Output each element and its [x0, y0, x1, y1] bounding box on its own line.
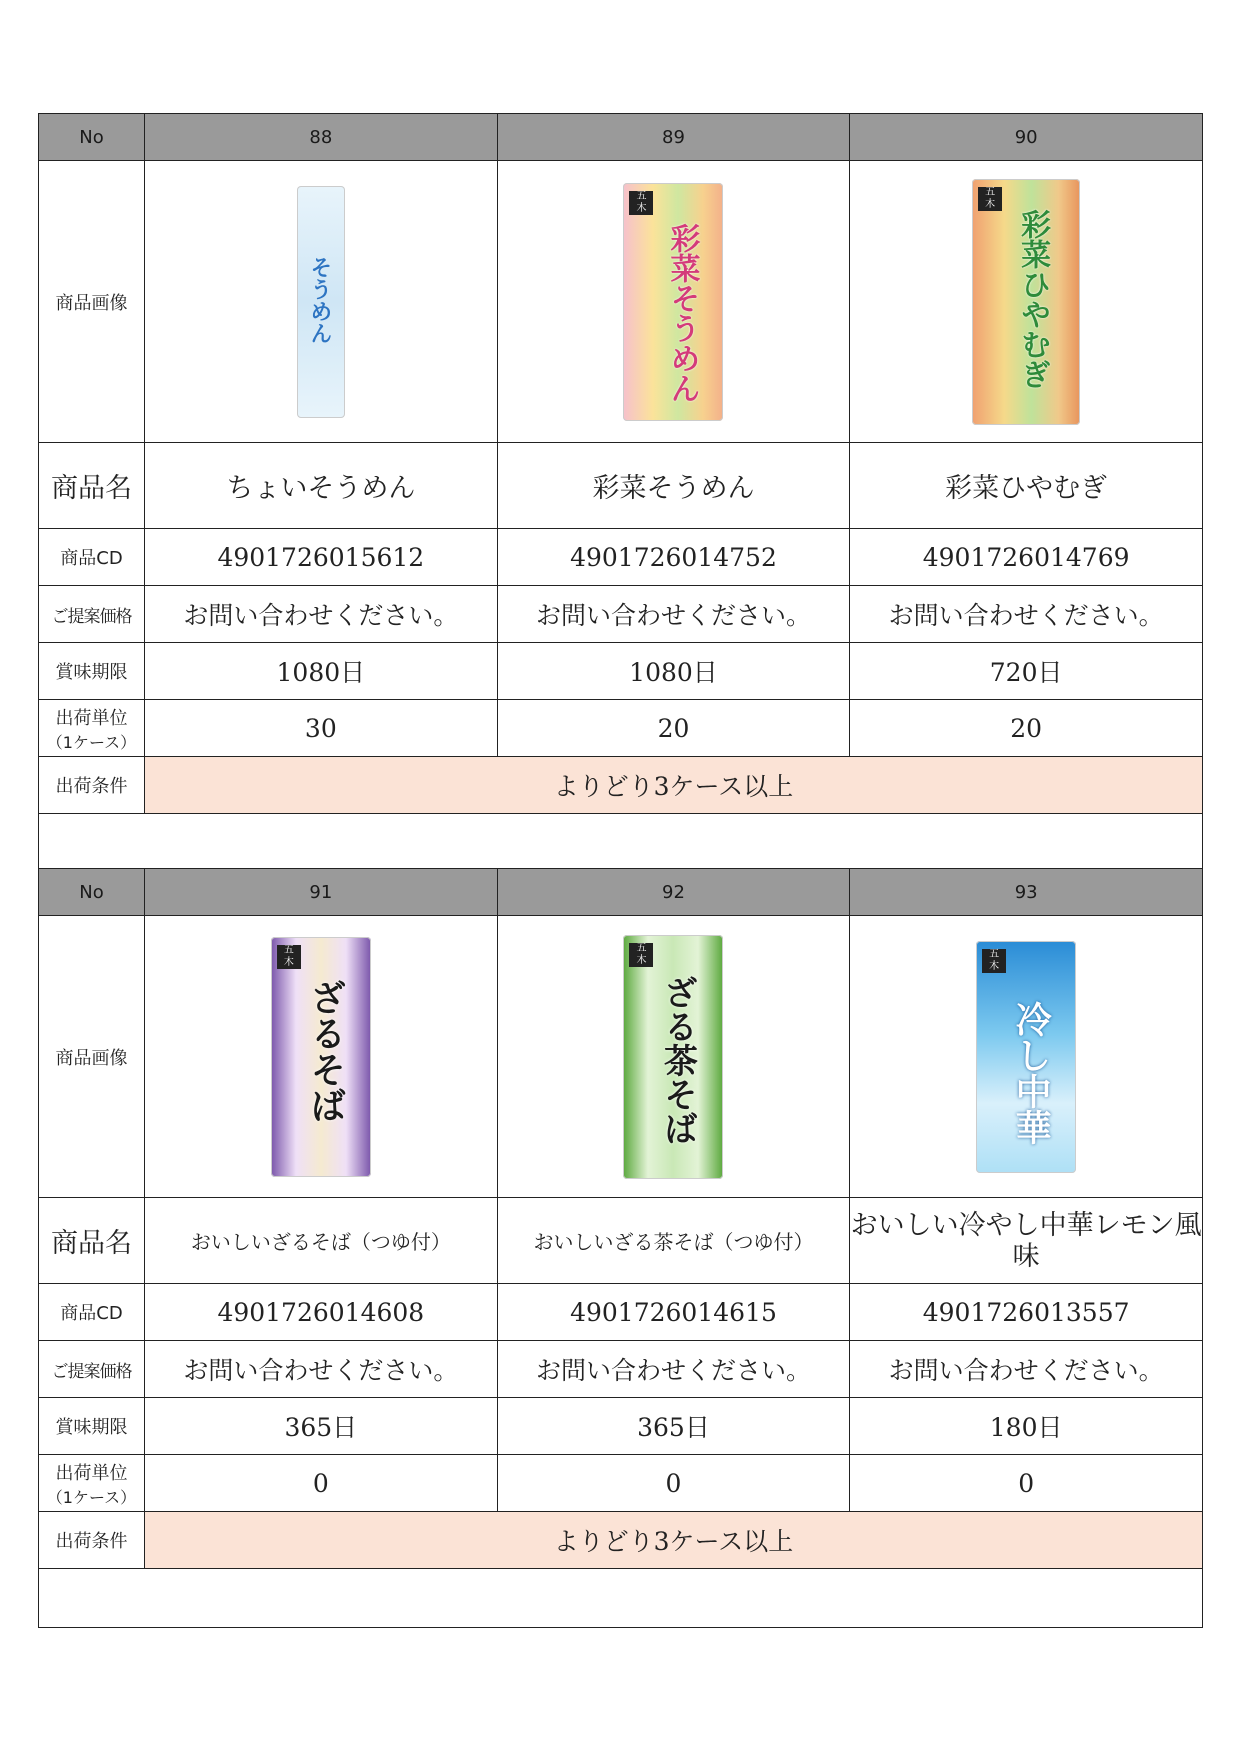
row-life	[39, 643, 1203, 700]
row-no	[39, 869, 1203, 916]
row-cd	[39, 1284, 1203, 1341]
brand-logo-icon: 五 木	[629, 943, 653, 967]
product-image-cell	[850, 916, 1203, 1198]
product-cd: 4901726014769	[850, 529, 1203, 586]
package-title: 彩菜そうめん	[664, 222, 700, 403]
package-title: そうめん	[306, 255, 333, 344]
label-image: 商品画像	[39, 916, 145, 1198]
product-package-image	[623, 935, 723, 1179]
product-image-cell	[850, 161, 1203, 443]
row-no	[39, 114, 1203, 161]
product-no: 91	[145, 869, 498, 916]
product-unit: 30	[145, 700, 498, 757]
product-price: お問い合わせください。	[850, 1341, 1203, 1398]
row-condition	[39, 1512, 1203, 1569]
row-image	[39, 916, 1203, 1198]
label-unit-main: 出荷単位	[55, 1462, 128, 1484]
row-price	[39, 586, 1203, 643]
product-unit: 0	[497, 1455, 850, 1512]
product-cd: 4901726014615	[497, 1284, 850, 1341]
row-name	[39, 1198, 1203, 1284]
product-name: おいしいざるそば（つゆ付）	[145, 1198, 498, 1284]
product-life: 720日	[850, 643, 1203, 700]
row-name	[39, 443, 1203, 529]
shipping-condition: よりどり3ケース以上	[145, 1512, 1203, 1569]
product-no: 90	[850, 114, 1203, 161]
product-cd: 4901726015612	[145, 529, 498, 586]
label-cd: 商品CD	[39, 1284, 145, 1341]
product-cd: 4901726014608	[145, 1284, 498, 1341]
row-price	[39, 1341, 1203, 1398]
product-name: ちょいそうめん	[145, 443, 498, 529]
brand-logo-icon: 五 木	[982, 949, 1006, 973]
product-image-cell	[497, 161, 850, 443]
label-no: No	[39, 869, 145, 916]
label-unit	[39, 700, 145, 757]
product-unit: 20	[850, 700, 1203, 757]
product-image-cell	[145, 161, 498, 443]
product-no: 92	[497, 869, 850, 916]
product-package-image	[976, 941, 1076, 1173]
row-condition	[39, 757, 1203, 814]
product-package-image	[297, 186, 345, 418]
brand-logo-icon: 五 木	[277, 945, 301, 969]
package-title: ざるそば	[304, 978, 347, 1123]
row-unit	[39, 1455, 1203, 1512]
brand-logo-icon: 五 木	[629, 191, 653, 215]
product-name: おいしいざる茶そば（つゆ付）	[497, 1198, 850, 1284]
label-price: ご提案価格	[39, 1341, 145, 1398]
product-image-cell	[497, 916, 850, 1198]
product-price: お問い合わせください。	[850, 586, 1203, 643]
label-unit-main: 出荷単位	[55, 707, 128, 729]
product-life: 365日	[497, 1398, 850, 1455]
product-price: お問い合わせください。	[497, 586, 850, 643]
label-price: ご提案価格	[39, 586, 145, 643]
label-life: 賞味期限	[39, 1398, 145, 1455]
label-cd: 商品CD	[39, 529, 145, 586]
row-image	[39, 161, 1203, 443]
package-title: 冷し中華	[1010, 1000, 1053, 1145]
row-cd	[39, 529, 1203, 586]
product-sheet	[38, 113, 1203, 1628]
product-image-cell	[145, 916, 498, 1198]
product-name: 彩菜ひやむぎ	[850, 443, 1203, 529]
row-spacer	[39, 814, 1203, 869]
product-price: お問い合わせください。	[145, 586, 498, 643]
brand-logo-icon: 五 木	[978, 187, 1002, 211]
product-package-image	[972, 179, 1080, 425]
product-life: 365日	[145, 1398, 498, 1455]
product-life: 1080日	[497, 643, 850, 700]
product-unit: 20	[497, 700, 850, 757]
product-cd: 4901726013557	[850, 1284, 1203, 1341]
label-unit	[39, 1455, 145, 1512]
label-unit-sub: （1ケース）	[46, 1487, 137, 1507]
product-no: 93	[850, 869, 1203, 916]
row-unit	[39, 700, 1203, 757]
label-image: 商品画像	[39, 161, 145, 443]
label-no: No	[39, 114, 145, 161]
row-spacer	[39, 1569, 1203, 1628]
label-name: 商品名	[39, 443, 145, 529]
product-price: お問い合わせください。	[145, 1341, 498, 1398]
product-life: 1080日	[145, 643, 498, 700]
product-unit: 0	[850, 1455, 1203, 1512]
product-life: 180日	[850, 1398, 1203, 1455]
label-life: 賞味期限	[39, 643, 145, 700]
label-condition: 出荷条件	[39, 1512, 145, 1569]
package-title: 彩菜ひやむぎ	[1015, 208, 1051, 389]
product-cd: 4901726014752	[497, 529, 850, 586]
product-package-image	[271, 937, 371, 1177]
product-package-image	[623, 183, 723, 421]
shipping-condition: よりどり3ケース以上	[145, 757, 1203, 814]
product-no: 89	[497, 114, 850, 161]
product-no: 88	[145, 114, 498, 161]
package-title: ざる茶そば	[657, 974, 698, 1145]
product-name: 彩菜そうめん	[497, 443, 850, 529]
label-name: 商品名	[39, 1198, 145, 1284]
label-unit-sub: （1ケース）	[46, 732, 137, 752]
product-name: おいしい冷やし中華レモン風味	[850, 1198, 1203, 1284]
label-condition: 出荷条件	[39, 757, 145, 814]
row-life	[39, 1398, 1203, 1455]
product-unit: 0	[145, 1455, 498, 1512]
product-price: お問い合わせください。	[497, 1341, 850, 1398]
